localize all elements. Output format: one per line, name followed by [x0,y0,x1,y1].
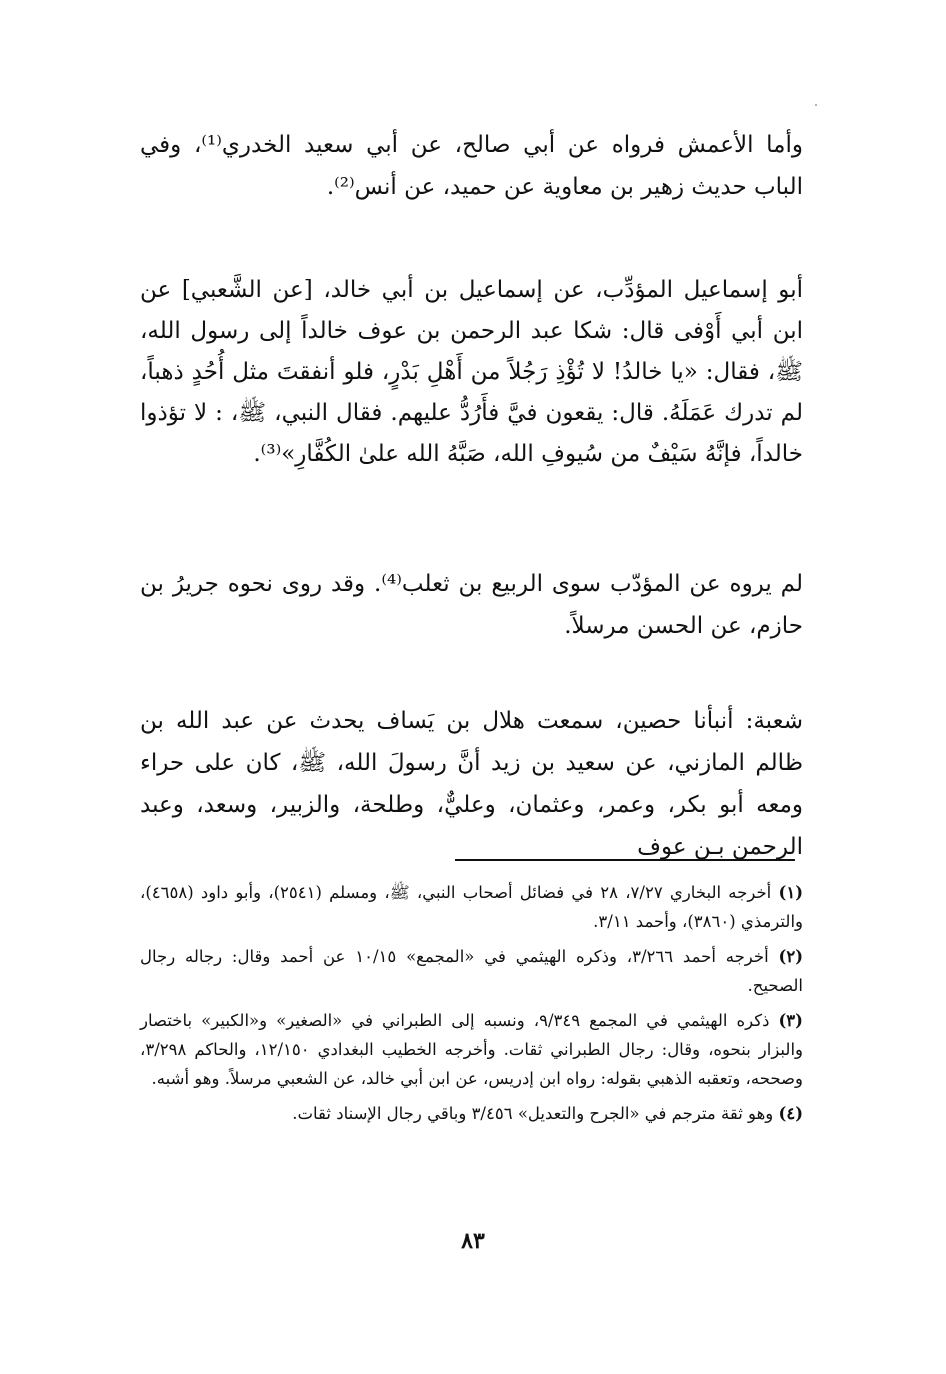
footnote-3 [140,1006,803,1093]
footnote-2 [140,942,803,1000]
paragraph-4: شعبة: أنبأنا حصين، سمعت هلال بن يَساف يحدث عن عبد الله بن ظالم المازني، عن سعيد بن زيد أنَّ رسولَ الله، ﷺ، كان على حراء ومعه أبو بكر، وعمر، وعثمان، وعليٌّ، وطلحة، والزبير، وسعد، وعبد الرحمن بـن عوف [140,708,803,860]
footnote-1 [140,878,803,936]
footnote-text: أخرجه البخاري ٧/٢٧، ٢٨ في فضائل أصحاب النبي، ﷺ، ومسلم (٢٥٤١)، وأبو داود (٤٦٥٨)، والترمذي (٣٨٦٠)، وأحمد ٣/١١. [140,883,803,931]
footnote-4 [140,1099,803,1128]
scan-speck [815,104,817,106]
paragraph-1: وأما الأعمش فرواه عن أبي صالح، عن أبي سعيد الخدري⁽¹⁾، وفي الباب حديث زهير بن معاوية عن حميد، عن أنس⁽²⁾. [140,132,803,200]
footnote-text: وهو ثقة مترجم في «الجرح والتعديل» ٣/٤٥٦ وباقي رجال الإسناد ثقات. [292,1104,774,1123]
page-number: ٨٣ [461,1228,485,1254]
paragraph-2: أبو إسماعيل المؤدِّب، عن إسماعيل بن أبي خالد، [عن الشَّعبي] عن ابن أبي أَوْفى قال: شكا عبد الرحمن بن عوف خالداً إلى رسول الله، ﷺ، فقال: «يا خالدُ! لا تُؤْذِ رَجُلاً من أَهْلِ بَدْرٍ، فلو أنفقتَ مثل أُحُدٍ ذهباً، لم تدرك عَمَلَهُ. قال: يقعون فيَّ فأَرُدُّ عليهم. فقال النبي، ﷺ، : لا تؤذوا خالداً، فإنَّهُ سَيْفٌ من سُيوفِ الله، صَبَّهُ الله علىٰ الكُفَّارِ»⁽³⁾. [140,277,803,467]
paragraph-3: لم يروه عن المؤدّب سوى الربيع بن ثعلب⁽⁴⁾. وقد روى نحوه جريرُ بن حازم، عن الحسن مرسلاً. [140,571,803,639]
footnotes [140,878,803,1134]
footnote-number: (٤) [778,1104,803,1123]
footnote-separator [455,859,795,861]
footnote-text: أخرجه أحمد ٣/٢٦٦، وذكره الهيثمي في «المجمع» ١٠/١٥ عن أحمد وقال: رجاله رجال الصحيح. [140,947,803,995]
footnote-text: ذكره الهيثمي في المجمع ٩/٣٤٩، ونسبه إلى الطبراني في «الصغير» و«الكبير» باختصار والبزار بنحوه، وقال: رجال الطبراني ثقات. وأخرجه الخطيب البغدادي ١٢/١٥٠، والحاكم ٣/٢٩٨، وصححه، وتعقبه الذهبي بقوله: رواه ابن إدريس، عن ابن أبي خالد، عن الشعبي مرسلاً. وهو أشبه. [140,1011,803,1088]
footnote-number: (١) [778,883,803,902]
footnote-number: (٢) [778,947,804,966]
footnote-number: (٣) [778,1011,803,1030]
